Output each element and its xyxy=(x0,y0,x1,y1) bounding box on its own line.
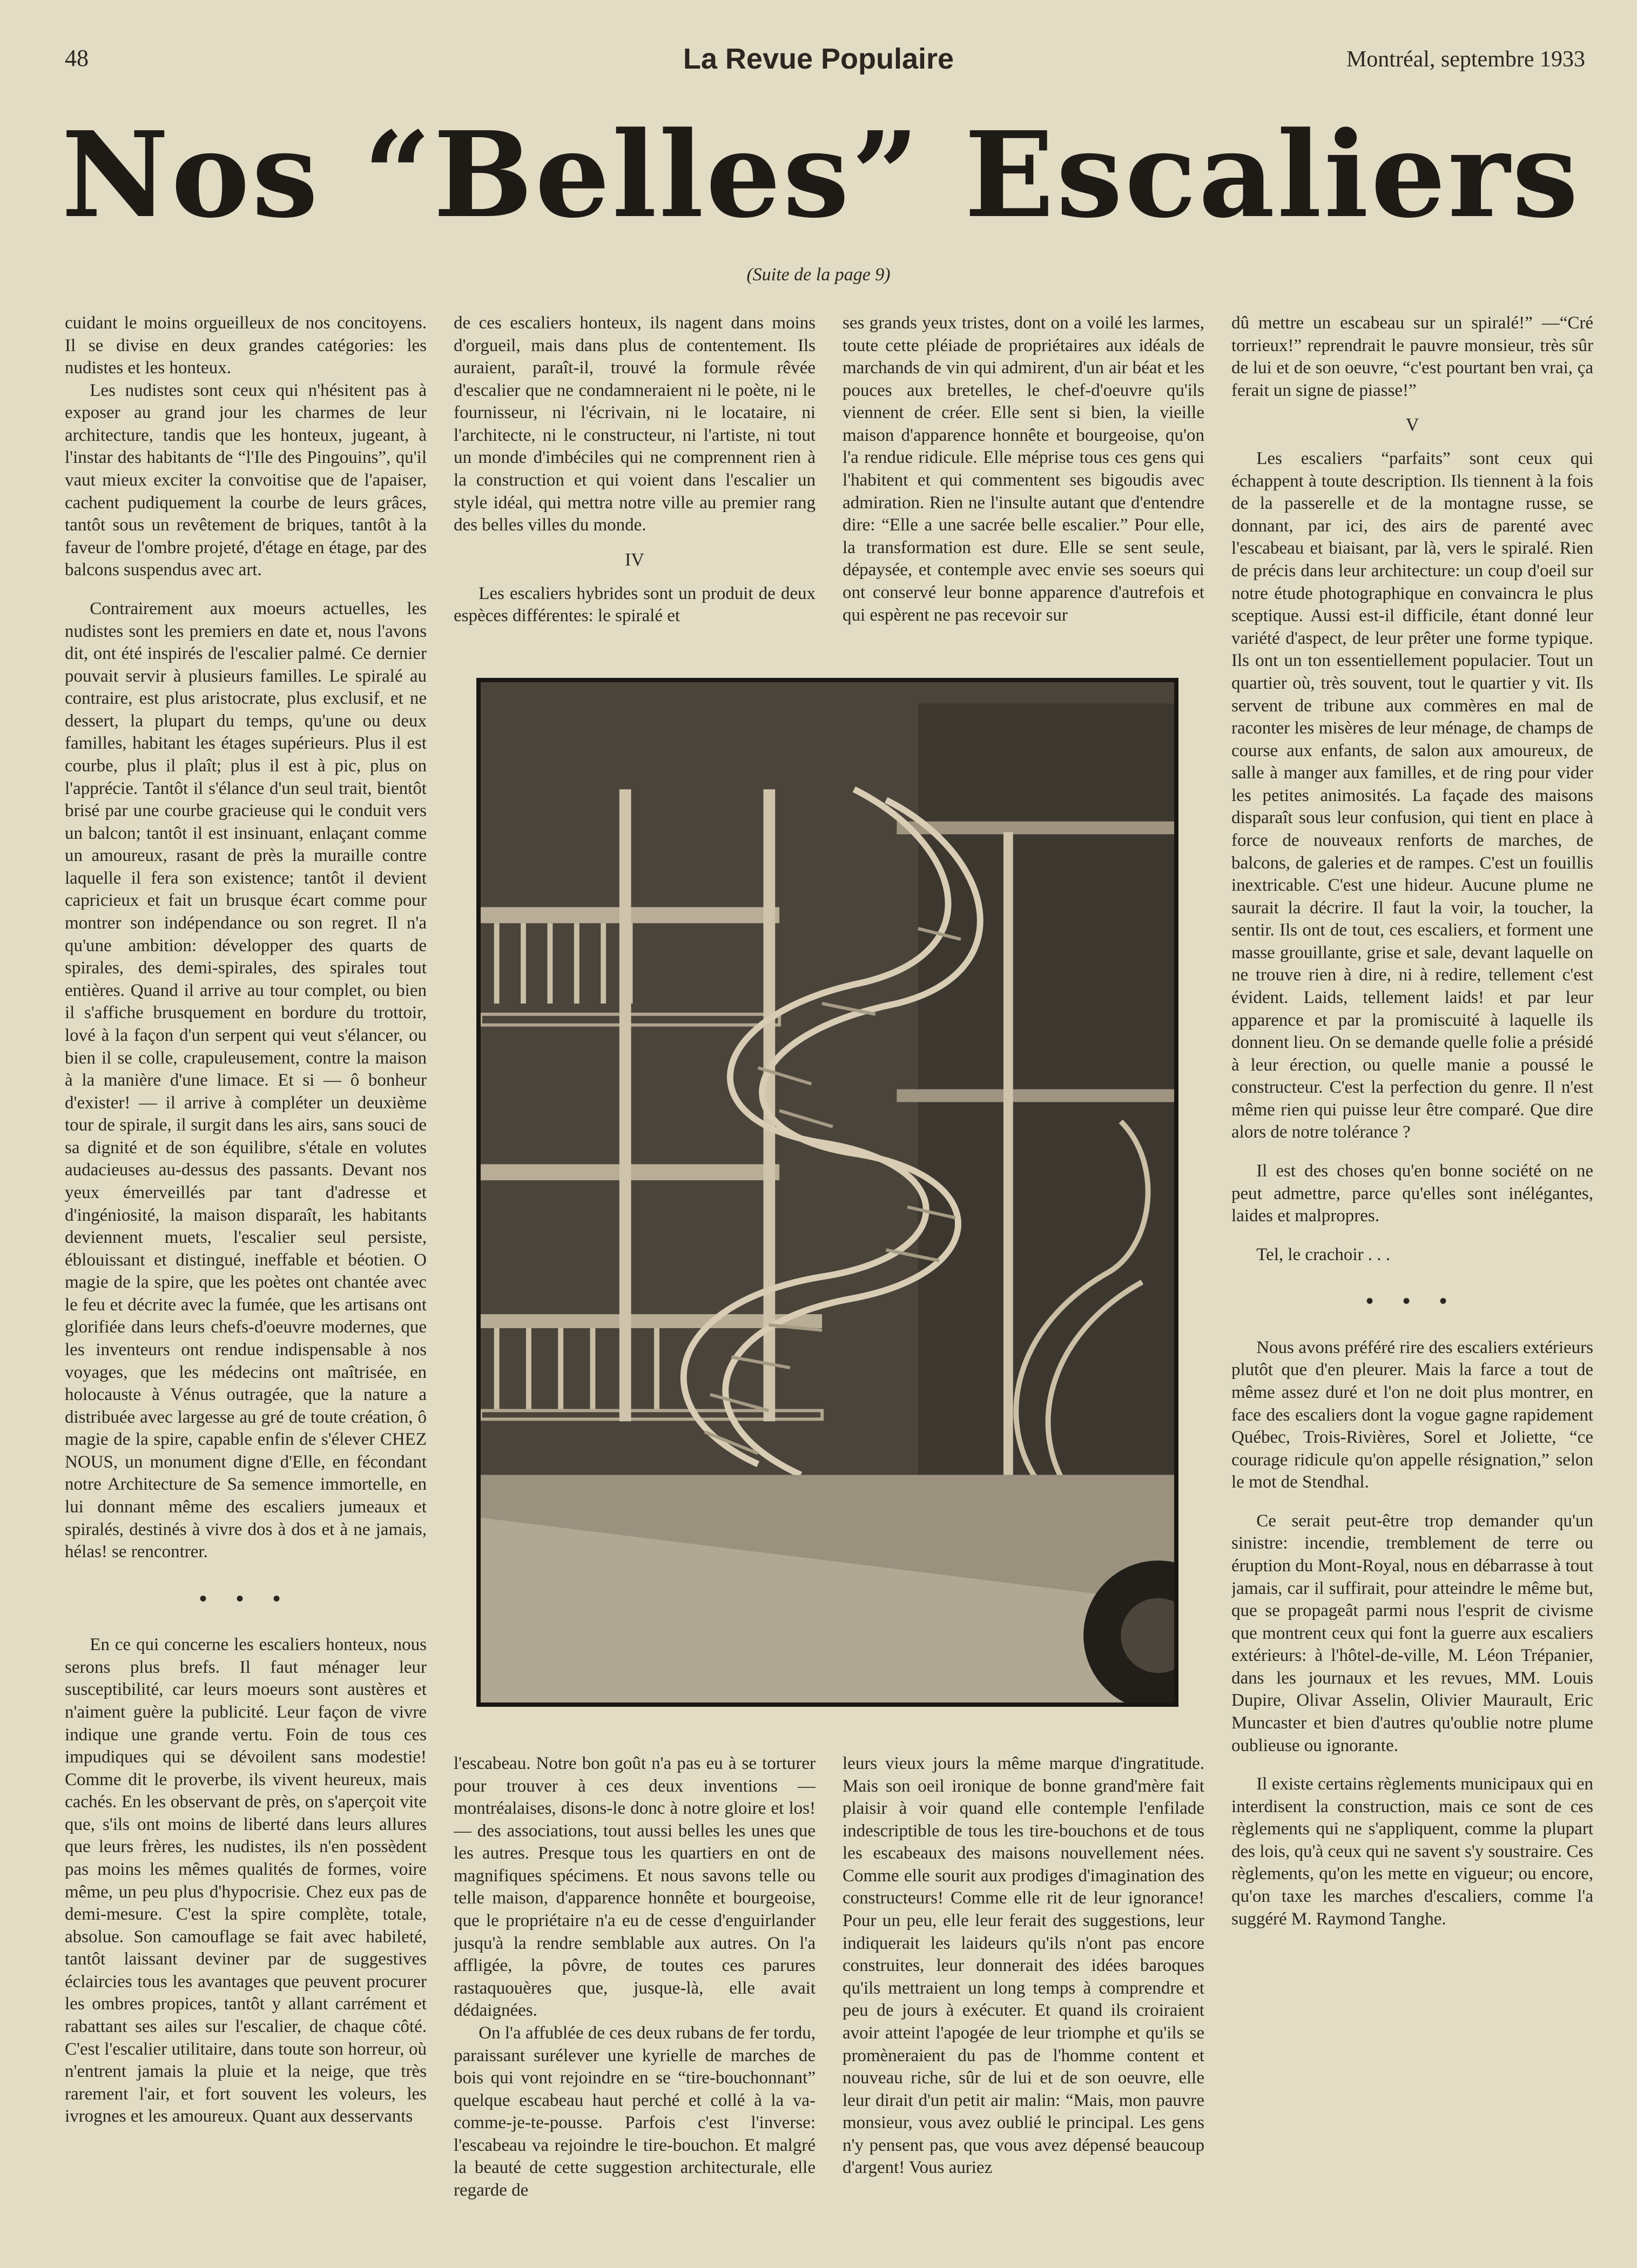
col3-paragraph: ses grands yeux tristes, dont on a voilé les larmes, toute cette pléiade de propriétaires aux idéals de marchands de vin qui admirent, d'un air béat et les pouces aux bretelles, le chef-d'oeuvre qu'ils viennent de créer. Elle sent si bien, la vieille maison d'apparence honnête et bourgeoise, qu'on l'a rendue ridicule. Elle méprise tous ces gens qui l'habitent et qui commentent ses bigoudis avec admiration. Rien ne l'insulte autant que d'entendre dire: “Elle a une sacrée belle escalier.” Pour elle, la transformation est dure. Elle se sent seule, dépaysée, et contemple avec envie ses soeurs qui ont conservé leur bonne apparence d'autrefois et qui espèrent ne pas recevoir sur xyxy=(843,313,1204,625)
col1-paragraph: cuidant le moins orgueilleux de nos concitoyens. Il se divise en deux grandes catégories: les nudistes et les honteux. xyxy=(65,313,427,378)
col3-paragraph: leurs vieux jours la même marque d'ingratitude. Mais son oeil ironique de bonne grand'mère fait plaisir à voir quand elle contemple l'enfilade indescriptible de tous les tire-bouchons et de tous les escabeaux des maisons nouvellement nées. Comme elle sourit aux prodiges d'imagination des constructeurs! Comme elle rit de leur ignorance! Pour un peu, elle leur ferait des suggestions, leur indiquerait les laideurs qu'ils n'ont pas encore construites, leur donnerait des idées baroques qu'ils mettraient un long temps à comprendre et peu de jours à exécuter. Et quand ils croiraient avoir atteint l'apogée de leur triomphe et qu'ils se promèneraient du pas de l'homme content et nouveau riche, sûr de lui et de son oeuvre, elle leur dirait d'un petit air malin: “Mais, mon pauvre monsieur, vous avez oublié le principal. Les gens n'y pensent pas, que vous avez dépensé beaucoup d'argent! Vous auriez xyxy=(843,1754,1204,2178)
article-headline: Nos “Belles” Escaliers xyxy=(61,106,1581,244)
column-2-bottom xyxy=(454,1753,816,2228)
section-number: IV xyxy=(625,549,644,570)
column-4 xyxy=(1231,312,1593,2224)
col4-paragraph: dû mettre un escabeau sur un spiralé!” —“Cré torrieux!” reprendrait le pauvre monsieur, très sûr de lui et de son oeuvre, “c'est pourtant ben vrai, ça ferait un signe de piasse!” xyxy=(1231,313,1593,400)
column-1 xyxy=(65,312,427,2224)
col2-paragraph: de ces escaliers honteux, ils nagent dans moins d'orgueil, mais dans plus de contentement. Ils auraient, paraît-il, trouvé la formule rêvée d'escalier que ne condamneraient ni le poète, ni le fournisseur, ni l'écrivain, ni le locataire, ni l'architecte, ni le constructeur, ni l'artiste, ni tout un monde d'imbéciles qui ne comprennent rien à la construction et qui voient dans l'escalier un style idéal, qui mettra notre ville au premier rang des belles villes du monde. xyxy=(454,313,816,535)
section-number: V xyxy=(1405,415,1419,435)
col4-paragraph: Nous avons préféré rire des escaliers extérieurs plutôt que d'en pleurer. Mais la farce a tout de même assez duré et l'on ne doit plus montrer, en face des escaliers dont la vogue gagne rapidement Québec, Trois-Rivières, Sorel et Joliette, “ce courage ridicule qu'on appelle résignation,” selon le mot de Stendhal. xyxy=(1231,1337,1593,1492)
col4-paragraph: Tel, le crachoir . . . xyxy=(1256,1244,1391,1264)
issue-date: Montréal, septembre 1933 xyxy=(1346,47,1585,72)
col2-paragraph: l'escabeau. Notre bon goût n'a pas eu à se torturer pour trouver à ces deux inventions — montréalaises, disons-le donc à notre gloire et los! — des associations, tout aussi belles les unes que les autres. Presque tous les quartiers en ont de magnifiques spécimens. Et nous savons telle ou telle maison, d'apparence honnête et bourgeoise, que le propriétaire n'a eu de cesse d'enguirlander jusqu'à la rendre semblable aux autres. On l'a affligée, la pôvre, de toutes ces parures rastaquouères que, jusque-là, elle avait dédaignées. xyxy=(454,1754,816,2021)
col1-paragraph: Les nudistes sont ceux qui n'hésitent pas à exposer au grand jour les charmes de leur architecture, tandis que les honteux, jugeant, à l'instar des habitants de “l'Ile des Pingouins”, qu'il vaut mieux exciter la convoitise que de l'apaiser, cachent pudiquement la courbe de leurs grâces, tantôt sous un revêtement de briques, tantôt à la faveur de l'ombre projeté, d'étage en étage, par des balcons suspendus avec art. xyxy=(65,380,427,580)
col4-paragraph: Ce serait peut-être trop demander qu'un sinistre: incendie, tremblement de terre ou éruption du Mont-Royal, nous en débarrasse à tout jamais, car il suffirait, pour atteindre le même but, que se propageât parmi nous l'esprit de civisme que montrent ceux qui font la guerre aux escaliers extérieurs: à l'hôtel-de-ville, M. Léon Trépanier, dans les journaux et les revues, MM. Louis Dupire, Olivar Asselin, Olivier Maurault, Eric Muncaster et bien d'autres qu'oublie notre plume oublieuse ou ignorante. xyxy=(1231,1511,1593,1755)
col4-paragraph: Il est des choses qu'en bonne société on ne peut admettre, parce qu'elles sont inélégantes, laides et malpropres. xyxy=(1231,1161,1593,1226)
section-separator: • • • xyxy=(199,1586,292,1611)
page-number: 48 xyxy=(65,45,89,71)
col4-paragraph: Les escaliers “parfaits” sont ceux qui échappent à toute description. Ils tiennent à la fois de la passerelle et de la montagne russe, se donnant, par ici, des airs de parenté avec l'escabeau et biaisant, par là, vers le spiralé. Rien de précis dans leur architecture: un coup d'oeil sur notre étude photographique en convaincra le plus sceptique. Aussi est-il difficile, étant donné leur variété d'aspect, de leur prêter une forme typique. Ils ont un ton essentiellement populacier. Tout un quartier où, très souvent, tout le quartier y vit. Ils servent de tribune aux commères en mal de raconter les misères de leur ménage, de champs de course aux enfants, de salon aux amoureux, de salle à manger aux familles, et de ring pour vider les petites animosités. La façade des maisons disparaît sous leur confusion, qui tient en place à force de nouveaux renforts de marches, de balcons, de galeries et de rampes. C'est un fouillis inextricable. C'est une hideur. Aucune plume ne saurait la décrire. Il faut la voir, la toucher, la sentir. Ils ont de tout, ces escaliers, et forment une masse grouillante, grise et sale, devant laquelle on ne trouve rien à dire, ni à redire, tellement c'est évident. Laids, tellement laids! et par leur apparence et par la promiscuité à laquelle ils donnent lieu. On se demande quelle folie a présidé à leur érection, ou quelle manie a poussé le constructeur. C'est la perfection du genre. Il n'est même rien qui puisse leur être comparé. Que dire alors de notre tolérance ? xyxy=(1231,449,1593,1142)
continued-note: (Suite de la page 9) xyxy=(746,265,891,285)
section-separator: • • • xyxy=(1365,1289,1459,1314)
col2-paragraph: On l'a affublée de ces deux rubans de fer tordu, paraissant surélever une kyrielle de marches de bois qui vont rejoindre en se “tire-bouchonnant” quelque escabeau haut perché et collé à la va-comme-je-te-pousse. Parfois c'est l'inverse: l'escabeau va rejoindre le tire-bouchon. Et malgré la beauté de cette suggestion architecturale, elle regarde de xyxy=(454,2023,816,2200)
publication-title: La Revue Populaire xyxy=(683,43,954,75)
staircase-photograph xyxy=(476,678,1178,1707)
col1-paragraph: En ce qui concerne les escaliers honteux, nous serons plus brefs. Il faut ménager leur susceptibilité, car leurs moeurs sont austères et n'aiment guère la publicité. Leur façon de vivre indique une grande vertu. Foin de tous ces impudiques qui se dévoilent sans modestie! Comme dit le proverbe, ils vivent heureux, mais cachés. En les observant de près, on s'aperçoit vite que, s'ils ont moins de liberté dans leurs allures que leurs frères, les nudistes, ils n'en possèdent pas moins les mêmes qualités de formes, voire même, un peu plus d'hypocrisie. Chez eux pas de demi-mesure. C'est la spire complète, totale, absolue. Son camouflage se fait avec habileté, tantôt laissant deviner par de suggestives éclaircies tous les avantages que peuvent procurer les ombres propices, tantôt y allant carrément et rabattant ses ailes sur l'escalier, de chaque côté. C'est l'escalier utilitaire, dans toute son horreur, où n'entrent jamais la pluie et la neige, que très rarement l'air, et fort souvent les voleurs, les ivrognes et les amoureux. Quant aux desservants xyxy=(65,1635,427,2126)
column-3-bottom xyxy=(843,1753,1204,2228)
staircase-photo-illustration xyxy=(481,682,1174,1702)
col4-paragraph: Il existe certains règlements municipaux qui en interdisent la construction, mais ce sont de ces règlements qui ne s'appliquent, comme la plupart des lois, qu'à ceux qui ne savent s'y soustraire. Ces règlements, qu'on les mette en vigueur; ou encore, qu'on taxe les marches d'escaliers, comme l'a suggéré M. Raymond Tanghe. xyxy=(1231,1774,1593,1929)
col1-paragraph: Contrairement aux moeurs actuelles, les nudistes sont les premiers en date et, nous l'avons dit, ont été inspirés de l'escalier palmé. Ce dernier pouvait servir à plusieurs familles. Le spiralé au contraire, est plus aristocrate, plus exclusif, et ne dessert, la plupart du temps, qu'une ou deux familles, habitant les étages supérieurs. Plus il est courbe, plus il plaît; plus il est à pic, plus on l'apprécie. Tantôt il s'élance d'un seul trait, bientôt brisé par une courbe gracieuse qui le conduit vers un balcon; tantôt il est insinuant, enlaçant comme un amoureux, rasant de près la muraille contre laquelle il fera son existence; tantôt il devient capricieux et fait un brusque écart comme pour montrer son indépendance ou son regret. Il n'a qu'une ambition: développer des quarts de spirales, des demi-spirales, des spirales tout entières. Quand il arrive au tour complet, ou bien il s'affiche brusquement en bordure du trottoir, lové à la façon d'un serpent qui veut s'élancer, ou bien il se colle, crapuleusement, contre la maison à la manière d'une limace. Et si — ô bonheur d'exister! — il arrive à compléter un deuxième tour de spirale, il surgit dans les airs, sans souci de sa dignité et de son équilibre, s'étale en volutes audacieuses au-dessus des passants. Devant nos yeux émerveillés par tant d'adresse et d'ingéniosité, la maison disparaît, les habitants deviennent muets, l'escalier seul persiste, éblouissant et distingué, ineffable et béotien. O magie de la spire, que les poètes ont chantée avec le feu et décrite avec la fumée, que les artisans ont glorifiée dans leurs chefs-d'oeuvre modernes, que les inventeurs ont rendue indispensable à nos voyages, que les médecins ont maîtrisée, en holocauste à Vénus outragée, que la nature a distribuée avec largesse au gré de toute création, ô magie de la spire, capable enfin de s'élever CHEZ NOUS, un monument digne d'Elle, en fécondant notre Architecture de Sa semence immortelle, en lui donnant même des escaliers jumeaux et spiralés, destinés à vivre dos à dos et à ne jamais, hélas! se rencontrer. xyxy=(65,598,427,1562)
column-3-top xyxy=(843,312,1204,647)
column-2-top xyxy=(454,312,816,647)
col2-paragraph: Les escaliers hybrides sont un produit de deux espèces différentes: le spiralé et xyxy=(454,583,816,626)
